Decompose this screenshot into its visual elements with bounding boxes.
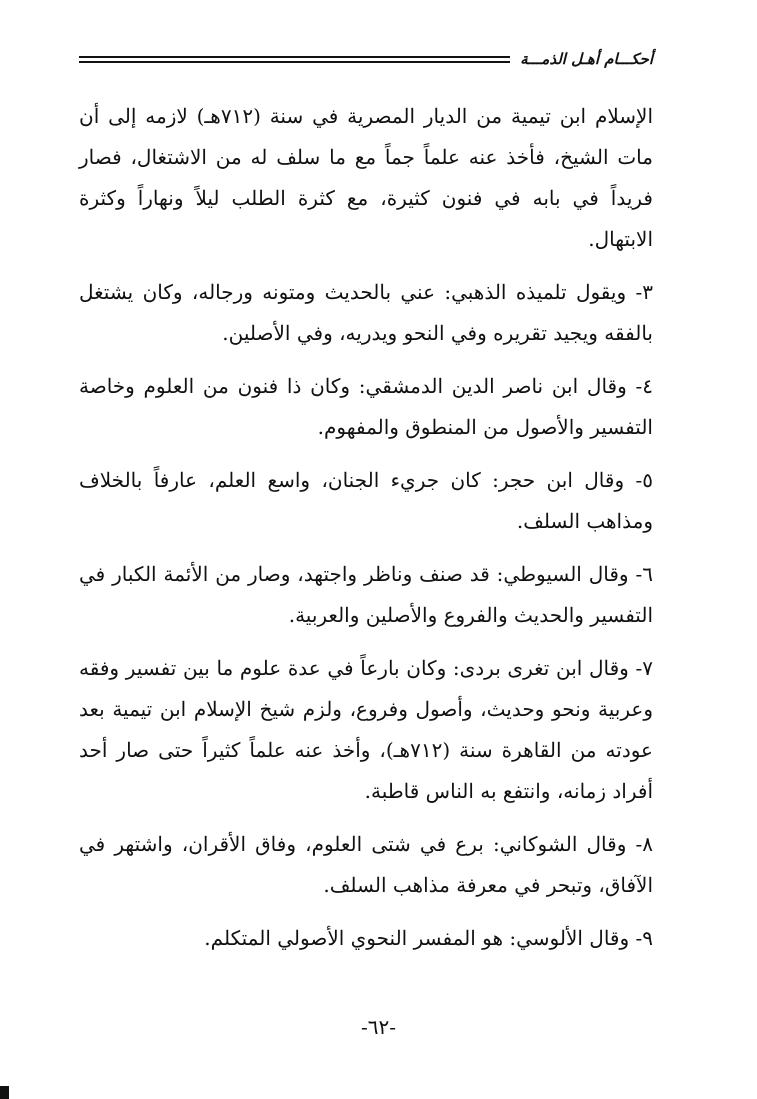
- running-header: [79, 46, 653, 72]
- paragraph-quote-7: ٧- وقال ابن تغرى بردى: وكان بارعاً في عدة علوم ما بين تفسير وفقه وعربية ونحو وحديث، وأصول وفروع، ولزم شيخ الإسلام ابن تيمية بعد عودته من القاهرة سنة (٧١٢هـ)، وأخذ عنه علماً كثيراً حتى صار أحد أفراد زمانه، وانتفع به الناس قاطبة.: [79, 656, 653, 803]
- running-title: أحكـــام أهـل الذمـــة: [520, 50, 653, 68]
- header-double-rule: [79, 56, 510, 63]
- paragraph-quote-9: ٩- وقال الألوسي: هو المفسر النحوي الأصولي المتكلم.: [204, 926, 653, 950]
- paragraph-quote-6: ٦- وقال السيوطي: قد صنف وناظر واجتهد، وصار من الأئمة الكبار في التفسير والحديث والفروع والأصلين والعربية.: [79, 562, 653, 627]
- paragraph-quote-5: ٥- وقال ابن حجر: كان جريء الجنان، واسع العلم، عارفاً بالخلاف ومذاهب السلف.: [79, 468, 653, 533]
- body-text: [79, 96, 653, 971]
- paragraph-quote-8: ٨- وقال الشوكاني: برع في شتى العلوم، وفاق الأقران، واشتهر في الآفاق، وتبحر في معرفة مذاهب السلف.: [79, 832, 653, 897]
- paragraph-quote-3: ٣- ويقول تلميذه الذهبي: عني بالحديث ومتونه ورجاله، وكان يشتغل بالفقه ويجيد تقريره وفي النحو ويدريه، وفي الأصلين.: [79, 280, 653, 345]
- scan-corner-mark: [0, 1086, 9, 1099]
- paragraph-continuation: الإسلام ابن تيمية من الديار المصرية في سنة (٧١٢هـ) لازمه إلى أن مات الشيخ، فأخذ عنه علماً جماً مع ما سلف له من الاشتغال، فصار فريداً في بابه في فنون كثيرة، مع كثرة الطلب ليلاً ونهاراً وكثرة الابتهال.: [79, 104, 653, 251]
- page-number: -٦٢-: [360, 1015, 396, 1039]
- paragraph-quote-4: ٤- وقال ابن ناصر الدين الدمشقي: وكان ذا فنون من العلوم وخاصة التفسير والأصول من المنطوق والمفهوم.: [79, 374, 653, 439]
